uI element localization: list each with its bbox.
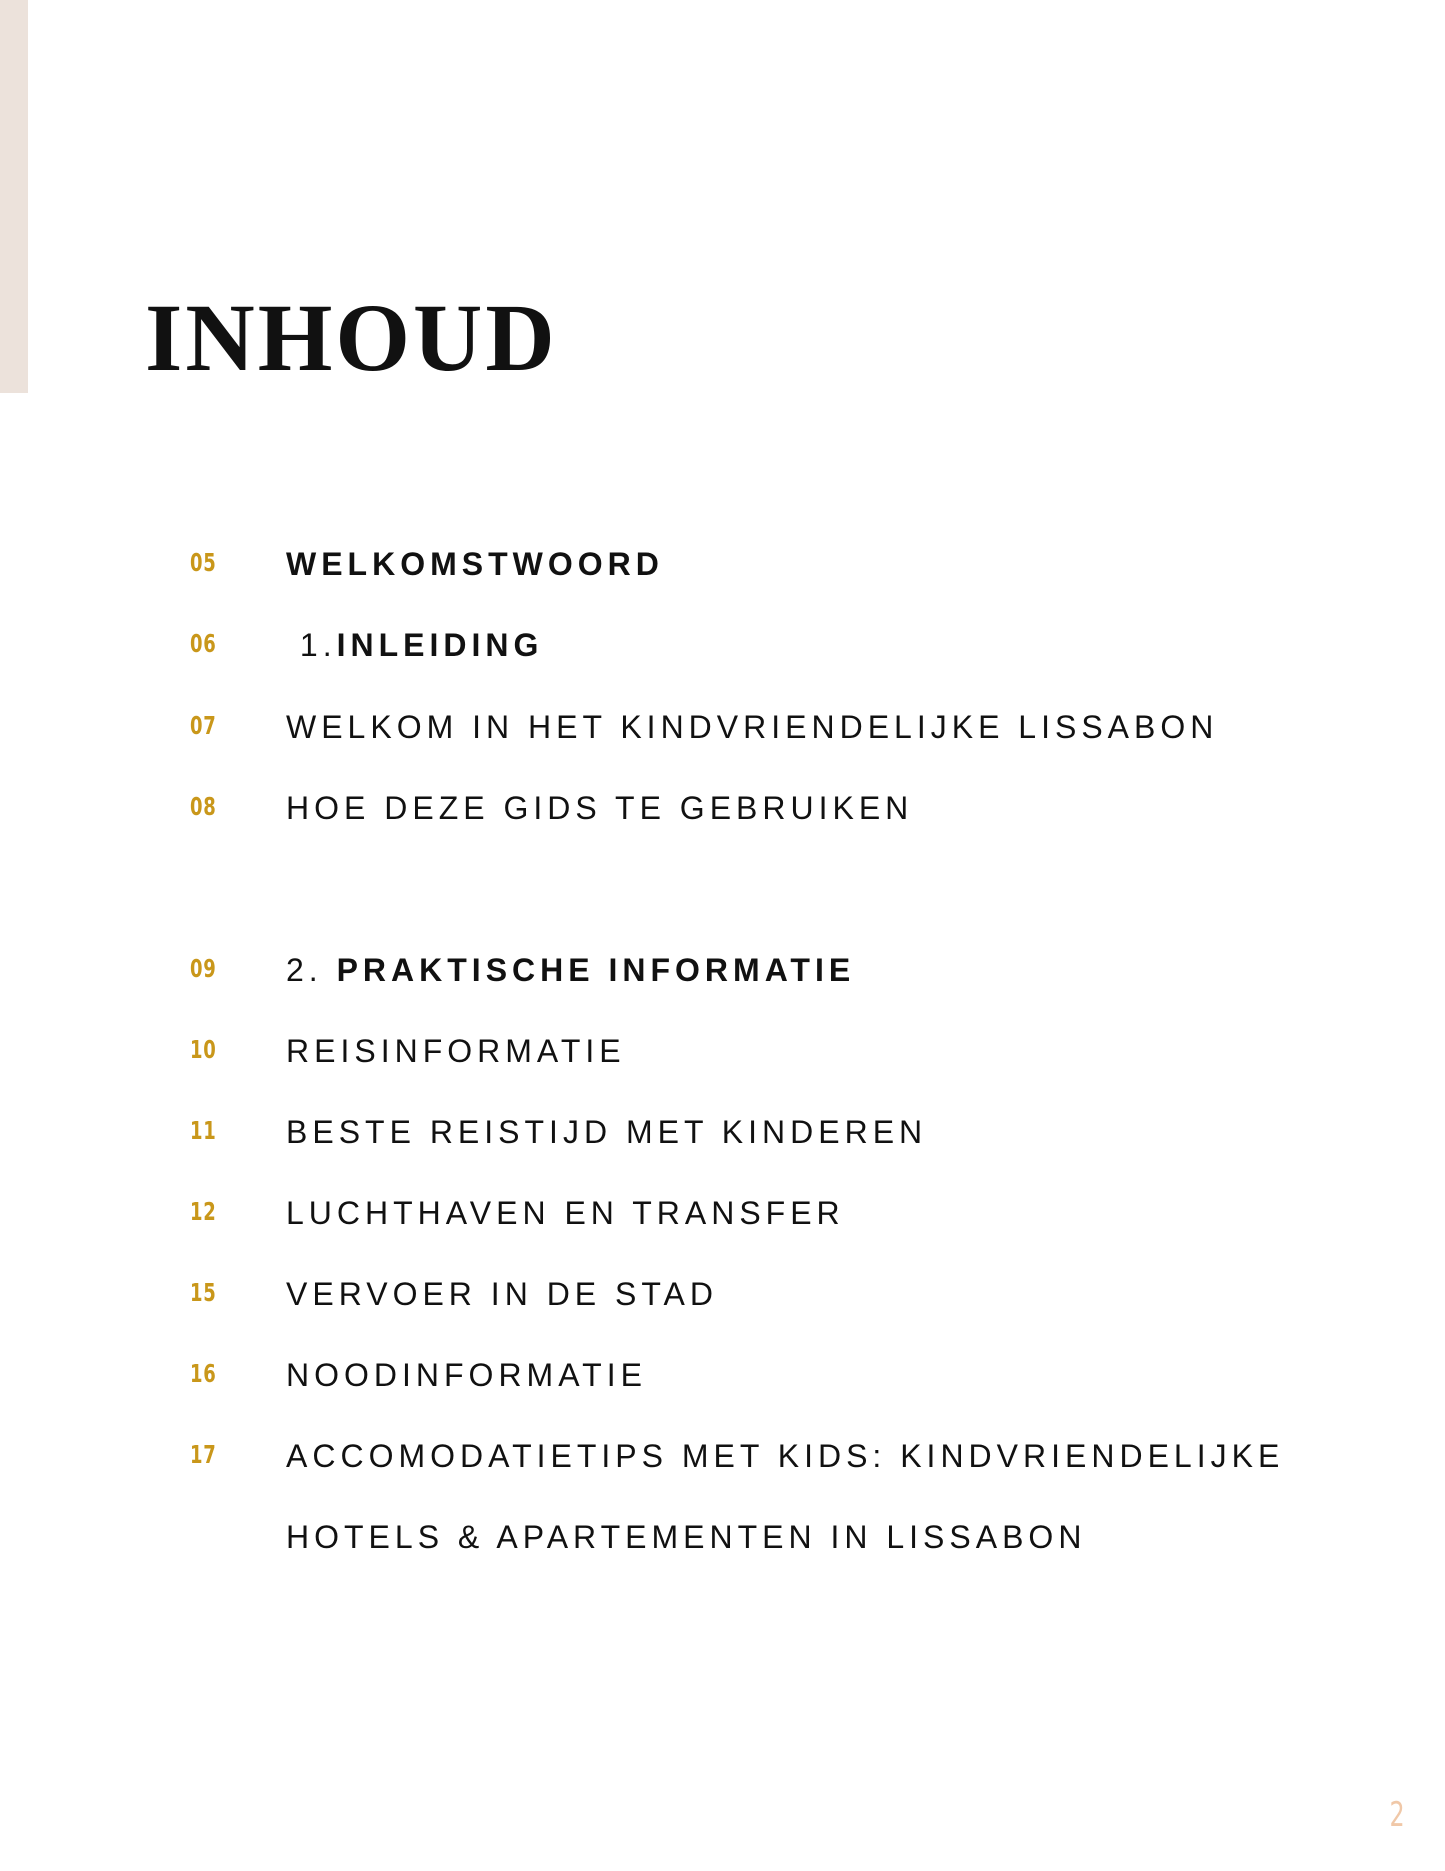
toc-entry-label: HOTELS & APARTEMENTEN IN LISSABON (286, 1519, 1087, 1555)
toc-entry-prefix: 1. (286, 627, 337, 663)
toc-page-number: 06 (190, 629, 217, 658)
toc-entry-label: WELKOM IN HET KINDVRIENDELIJKE LISSABON (286, 709, 1219, 745)
toc-entry-title (286, 1033, 626, 1070)
toc-page-number: 07 (190, 711, 217, 740)
toc-entry-title (286, 1519, 1086, 1556)
toc-entry-title (286, 546, 664, 583)
toc-entry-label: PRAKTISCHE INFORMATIE (336, 952, 856, 988)
toc-entry-label: BESTE REISTIJD MET KINDEREN (286, 1114, 928, 1150)
toc-entry-title (286, 709, 1218, 746)
toc-page-number: 17 (190, 1440, 217, 1469)
toc-entry-title (286, 1195, 845, 1232)
toc-page-number: 09 (190, 954, 217, 983)
toc-entry-label: REISINFORMATIE (286, 1033, 626, 1069)
toc-entry-hoe-gids-gebruiken[interactable] (0, 786, 1445, 826)
toc-entry-welkomstwoord[interactable] (0, 542, 1445, 582)
toc-entry-vervoer-stad[interactable] (0, 1272, 1445, 1312)
toc-page-number: 11 (190, 1116, 217, 1145)
toc-entry-prefix: 2. (286, 952, 337, 988)
toc-entry-luchthaven-transfer[interactable] (0, 1191, 1445, 1231)
toc-entry-label: INLEIDING (336, 627, 544, 663)
toc-page-number: 16 (190, 1359, 217, 1388)
page-number: 2 (1389, 1795, 1405, 1835)
toc-page-number: 15 (190, 1278, 217, 1307)
toc-entry-title (286, 1114, 927, 1151)
toc-entry-beste-reistijd[interactable] (0, 1110, 1445, 1150)
toc-entry-title (286, 952, 855, 989)
page-title: INHOUD (145, 284, 558, 391)
toc-page-number: 08 (190, 792, 217, 821)
toc-entry-accomodatietips-continued[interactable] (0, 1515, 1445, 1555)
toc-entry-title (286, 1276, 718, 1313)
toc-page-number: 12 (190, 1197, 217, 1226)
toc-entry-title (286, 1357, 647, 1394)
toc-entry-label: VERVOER IN DE STAD (286, 1276, 718, 1312)
toc-entry-accomodatietips[interactable] (0, 1434, 1445, 1474)
toc-entry-label: HOE DEZE GIDS TE GEBRUIKEN (286, 790, 914, 826)
toc-entry-label: ACCOMODATIETIPS MET KIDS: KINDVRIENDELIJKE (286, 1438, 1285, 1474)
toc-page-number: 10 (190, 1035, 217, 1064)
toc-entry-reisinformatie[interactable] (0, 1029, 1445, 1069)
toc-entry-praktische-informatie[interactable] (0, 948, 1445, 988)
toc-entry-title (286, 627, 543, 664)
toc-entry-title (286, 1438, 1284, 1475)
toc-entry-label: NOODINFORMATIE (286, 1357, 647, 1393)
toc-entry-noodinformatie[interactable] (0, 1353, 1445, 1393)
toc-entry-inleiding[interactable] (0, 623, 1445, 663)
toc-entry-label: WELKOMSTWOORD (286, 546, 664, 582)
toc-entry-welkom-lissabon[interactable] (0, 705, 1445, 745)
toc-page-number: 05 (190, 548, 217, 577)
toc-entry-title (286, 790, 913, 827)
toc-entry-label: LUCHTHAVEN EN TRANSFER (286, 1195, 845, 1231)
